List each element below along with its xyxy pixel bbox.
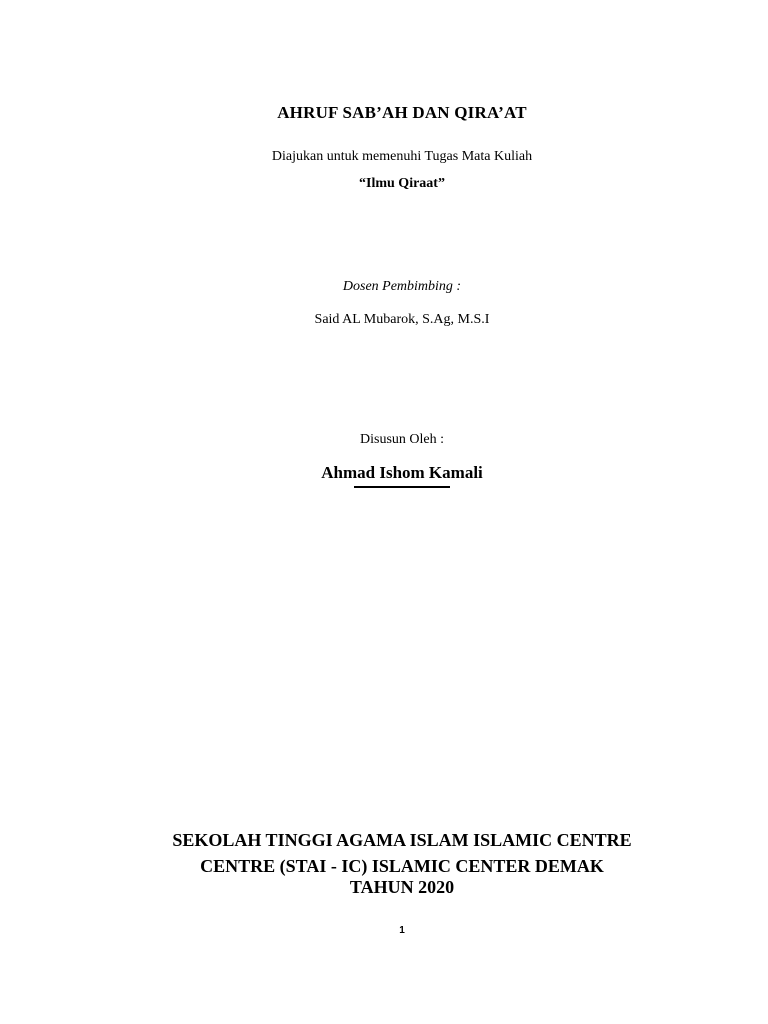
author-label: Disusun Oleh : — [360, 432, 444, 447]
author-name: Ahmad Ishom Kamali — [321, 463, 483, 482]
course-name: “Ilmu Qiraat” — [359, 176, 445, 191]
institution-line-1: SEKOLAH TINGGI AGAMA ISLAM ISLAMIC CENTRE — [172, 830, 632, 850]
document-subtitle: Diajukan untuk memenuhi Tugas Mata Kuliah — [271, 149, 533, 164]
supervisor-name: Said AL Mubarok, S.Ag, M.S.I — [314, 312, 490, 327]
institution-line-2: CENTRE (STAI - IC) ISLAMIC CENTER DEMAK — [200, 856, 604, 876]
author-name-underline — [354, 486, 450, 488]
year-line: TAHUN 2020 — [349, 877, 455, 897]
document-title: AHRUF SAB’AH DAN QIRA’AT — [277, 103, 527, 122]
page-number: 1 — [399, 925, 405, 936]
supervisor-label: Dosen Pembimbing : — [342, 279, 462, 294]
